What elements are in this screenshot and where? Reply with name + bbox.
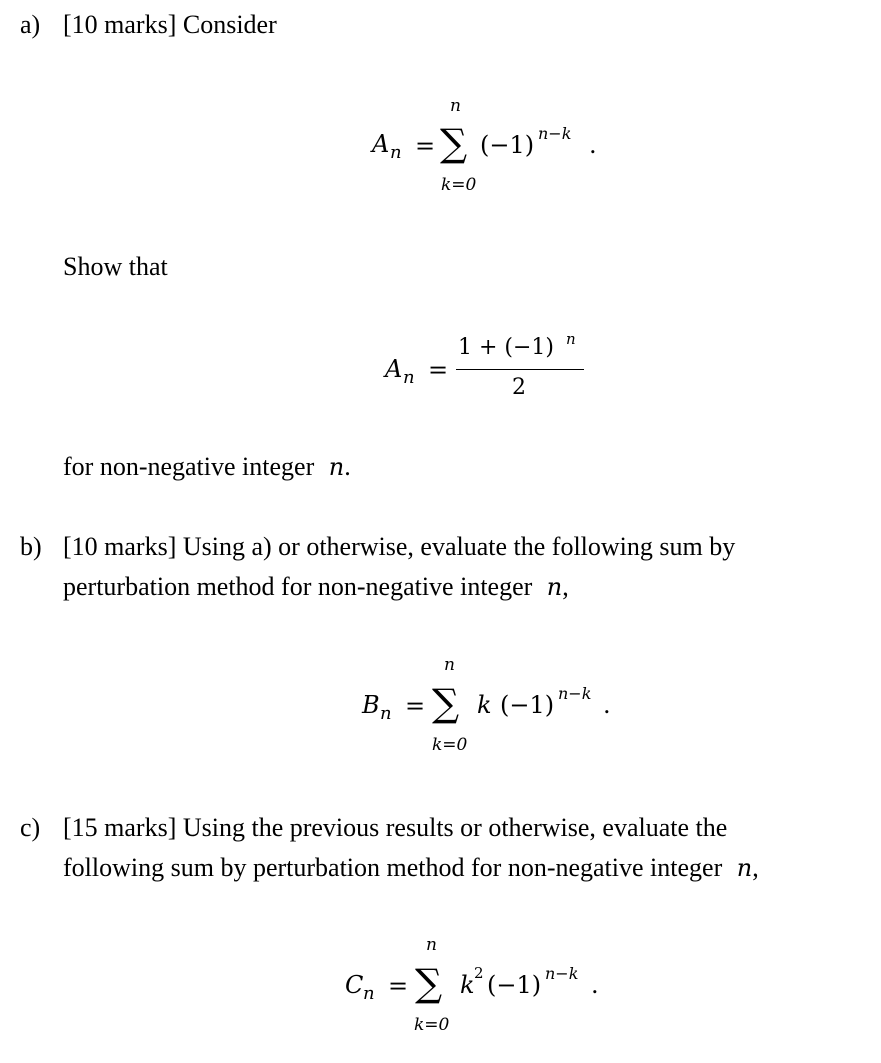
eq-a1-period: .	[589, 131, 597, 159]
eq-b-period: .	[603, 691, 611, 719]
eq-c-sum-upper: n	[426, 935, 437, 955]
eq-c-sum-lower: k=0	[414, 1015, 450, 1035]
show-that-text: Show that	[63, 252, 168, 281]
condition-period: .	[344, 452, 351, 481]
eq-b-term-base: (−1)	[500, 691, 555, 719]
part-b-line2-comma: ,	[562, 572, 569, 601]
eq-b-term-prefix: k	[477, 691, 492, 719]
condition-line	[63, 454, 351, 480]
eq-a2-fraction-bar	[456, 369, 584, 370]
eq-c-period: .	[591, 971, 599, 999]
eq-b-equals: =	[405, 692, 426, 720]
eq-b-lhs-symbol: B	[362, 691, 380, 719]
eq-c-sum-icon: ∑	[415, 961, 443, 1005]
eq-b-sum-lower: k=0	[432, 735, 468, 755]
eq-a1-lhs-symbol: A	[372, 130, 390, 158]
part-c-line2	[63, 855, 759, 881]
part-c-line2-comma: ,	[752, 853, 759, 882]
eq-b-sum-upper: n	[444, 655, 455, 675]
eq-a2-numerator: 1 + (−1)	[458, 335, 555, 360]
condition-text: for non-negative integer	[63, 452, 315, 481]
part-a-heading: [10 marks] Consider	[63, 10, 277, 39]
part-c-label: c)	[20, 813, 41, 842]
eq-a2-numerator-exponent: n	[566, 330, 576, 348]
part-a-label: a)	[20, 10, 41, 39]
eq-c-term-prefix: k	[460, 971, 475, 999]
part-c-line2-text: following sum by perturbation method for non-negative integer	[63, 853, 723, 882]
eq-b-term-exponent: n−k	[558, 684, 592, 703]
part-b-line2-variable: n	[546, 573, 563, 601]
eq-c-term-prefix-exponent: 2	[474, 964, 484, 982]
eq-a1-term-exponent: n−k	[538, 124, 572, 143]
eq-c-term-base: (−1)	[487, 971, 542, 999]
eq-a1-sum-lower: k=0	[441, 175, 477, 195]
eq-a1-lhs-subscript: n	[390, 142, 402, 163]
part-b-line2	[63, 574, 569, 600]
part-c-line1: [15 marks] Using the previous results or otherwise, evaluate the	[63, 813, 728, 842]
part-c-line2-variable: n	[736, 854, 753, 882]
eq-a2-denominator: 2	[512, 375, 526, 400]
eq-a1-sum-icon: ∑	[440, 121, 468, 165]
part-b-line1: [10 marks] Using a) or otherwise, evaluate the following sum by	[63, 532, 736, 561]
eq-b-lhs-subscript: n	[380, 703, 392, 724]
eq-a1-term-base: (−1)	[480, 131, 535, 159]
eq-a2-lhs-symbol: A	[385, 355, 403, 383]
eq-a1-equals: =	[415, 132, 436, 160]
part-b-label: b)	[20, 532, 42, 561]
eq-c-lhs-symbol: C	[345, 971, 364, 999]
part-b-line2-text: perturbation method for non-negative integer	[63, 572, 533, 601]
eq-b-sum-icon: ∑	[432, 681, 460, 725]
eq-a2-lhs-subscript: n	[403, 367, 415, 388]
eq-a2-equals: =	[428, 356, 449, 384]
eq-c-lhs-subscript: n	[363, 983, 375, 1004]
eq-a1-sum-upper: n	[450, 96, 461, 116]
eq-c-equals: =	[388, 972, 409, 1000]
eq-c-term-exponent: n−k	[545, 964, 579, 983]
condition-variable: n	[328, 453, 345, 481]
